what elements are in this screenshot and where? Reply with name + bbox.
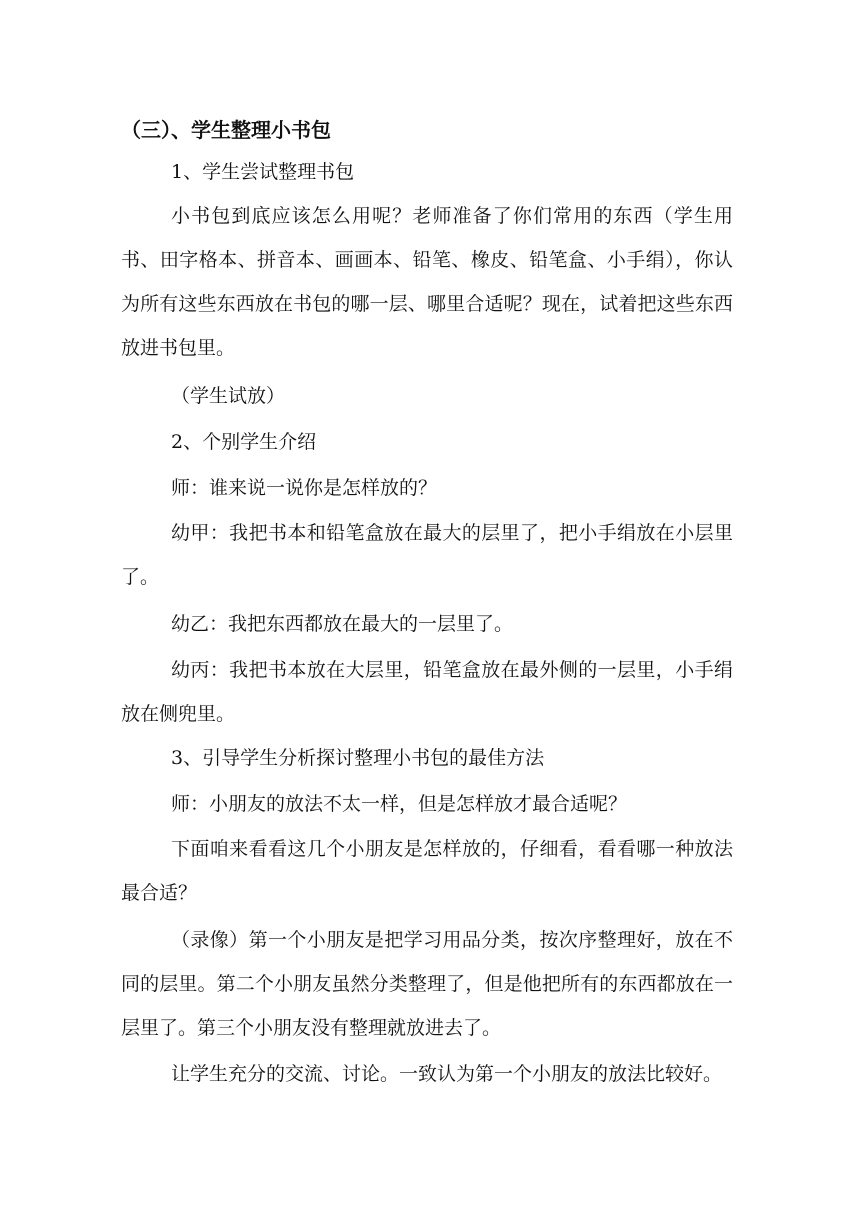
- paragraph-student-b: 幼乙：我把东西都放在最大的一层里了。: [171, 613, 514, 635]
- paragraph-intro: 小书包到底应该怎么用呢？老师准备了你们常用的东西（学生用书、田字格本、拼音本、画画本、铅笔、橡皮、铅笔盒、小手绢），你认为所有这些东西放在书包的哪一层、哪里合适呢？现在，试着把这些东西放进书包里。: [121, 205, 733, 359]
- subsection-title-1: 1、学生尝试整理书包: [171, 161, 355, 183]
- paragraph-student-try: （学生试放）: [171, 385, 286, 407]
- paragraph-student-c: 幼丙：我把书本放在大层里，铅笔盒放在最外侧的一层里，小手绢放在侧兜里。: [121, 659, 733, 725]
- paragraph-look-at-friends: 下面咱来看看这几个小朋友是怎样放的，仔细看，看看哪一种放法最合适？: [121, 838, 733, 904]
- subsection-title-3: 3、引导学生分析探讨整理小书包的最佳方法: [171, 747, 545, 769]
- paragraph-teacher-followup: 师：小朋友的放法不太一样，但是怎样放才最合适呢？: [171, 793, 628, 815]
- subsection-title-2: 2、个别学生介绍: [171, 431, 317, 453]
- section-title: （三）、学生整理小书包: [121, 118, 331, 142]
- paragraph-teacher-question: 师：谁来说一说你是怎样放的？: [171, 477, 438, 499]
- paragraph-video: （录像）第一个小朋友是把学习用品分类，按次序整理好，放在不同的层里。第二个小朋友虽然分类整理了，但是他把所有的东西都放在一层里了。第三个小朋友没有整理就放进去了。: [121, 929, 733, 1039]
- paragraph-discussion: 让学生充分的交流、讨论。一致认为第一个小朋友的放法比较好。: [171, 1063, 723, 1085]
- paragraph-student-a: 幼甲：我把书本和铅笔盒放在最大的层里了，把小手绢放在小层里了。: [121, 522, 733, 588]
